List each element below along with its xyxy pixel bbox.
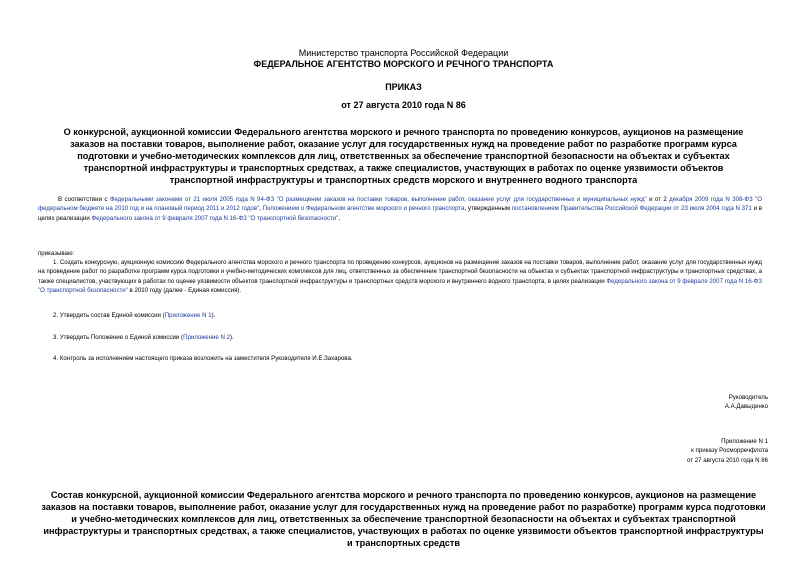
item-1-text: 1. Создать конкурсную, аукционную комиссию Федерального агентства морского и речного транспорта по проведению конкурсов, аукционов на размещение заказов на поставки товаров, выполнение работ, оказание услуг для государственных нужд на проведение работ по разработке программ курса подготовки и учебно-методических комплексов для лиц, ответственных за обеспечение транспортной безопасности на объектах и субъектах транспортной инфраструктуры и транспортных средствах, а также специалистов, участвующих в работах по оценке уязвимости объектов транспортной инфраструктуры и транспортных средств морского и внутреннего водного транспорта, в целях реализации xyxy=(38,259,762,285)
order-item-4: 4. Контроль за исполнением настоящего приказа возложить на заместителя Руководителя И.Е.Захарова. xyxy=(53,355,353,362)
preamble-text: , xyxy=(338,214,341,222)
appendix-reference xyxy=(560,437,768,465)
appendix-order-ref: к приказу Росморречфлота xyxy=(691,447,768,455)
document-title: О конкурсной, аукционной комиссии Федерального агентства морского и речного транспорта по проведению конкурсов, аукционов на размещение заказов на поставки товаров, выполнение работ, оказание услуг для государственных нужд на проведение работ по разработке программ курса подготовки и учебно-методических комплексов для лиц, ответственных за обеспечение транспортной безопасности на объектах и субъектах транспортной инфраструктуры и транспортных средствах, а также специалистов, участвующих в работах по оценке уязвимости объектов транспортной инфраструктуры и транспортных средств морского и внутреннего водного транспорта xyxy=(63,127,744,185)
order-item-3 xyxy=(53,333,762,342)
signatory-position: Руководитель xyxy=(728,394,768,401)
signature-block xyxy=(560,393,768,412)
document-header xyxy=(100,48,707,70)
item-2-tail: ). xyxy=(211,312,216,319)
item-3-tail: ). xyxy=(229,334,234,341)
item-3-text: 3. Утвердить Положение о Единой комиссии ( xyxy=(53,334,184,341)
preamble-paragraph xyxy=(38,195,762,223)
item-1-tail: в 2010 году (далее - Единая комиссия). xyxy=(127,287,242,295)
order-item-2 xyxy=(53,311,762,320)
order-item-1 xyxy=(38,258,762,296)
appendix-1-link[interactable]: Приложение N 1 xyxy=(164,312,212,319)
doc-type: ПРИКАЗ xyxy=(385,82,422,92)
agency-regulation-link[interactable]: Положением о Федеральном агентстве морского и речного транспорта xyxy=(262,205,465,213)
law-16-fz-link[interactable]: Федерального закона от 9 февраля 2007 года N 16-ФЗ "О транспортной безопасности" xyxy=(38,277,762,295)
appendix-date: от 27 августа 2010 года N 86 xyxy=(687,456,768,464)
agency-name: ФЕДЕРАЛЬНОЕ АГЕНТСТВО МОРСКОГО И РЕЧНОГО ТРАНСПОРТА xyxy=(253,59,554,69)
law-94-fz-link[interactable]: Федеральными законами от 21 июля 2005 года N 94-ФЗ "О размещении заказов на поставки товаров, выполнение работ, оказание услуг для государственных и муниципальных нужд" xyxy=(109,196,647,203)
government-resolution-link[interactable]: постановлением Правительства Российской Федерации от 23 июля 2004 года N 371 xyxy=(511,205,752,213)
order-word: приказываю: xyxy=(38,250,75,257)
preamble-text: и от 2 xyxy=(646,196,670,203)
ministry-name: Министерство транспорта Российской Федерации xyxy=(298,48,509,58)
preamble-text: и в целях реализации xyxy=(38,205,763,222)
preamble-text: В соответствии с xyxy=(58,196,110,203)
doc-date: от 27 августа 2010 года N 86 xyxy=(341,100,466,110)
law-308-fz-link[interactable]: декабря 2009 года N 308-ФЗ "О федеральном бюджете на 2010 год и на плановый период 2011 и 2012 годов" xyxy=(38,196,763,213)
appendix-label: Приложение N 1 xyxy=(721,438,768,445)
preamble-text: , утвержденным xyxy=(464,205,512,213)
appendix-2-link[interactable]: Приложение N 2 xyxy=(183,334,230,341)
appendix-title: Состав конкурсной, аукционной комиссии Федерального агентства морского и речного транспорта по проведению конкурсов, аукционов на размещение заказов на поставки товаров, выполнение работ, оказание услуг для государственных нужд на проведение работ по разработке) программ курса подготовки и учебно-методических комплексов для лиц, ответственных за обеспечение транспортной безопасности на объектах и субъектах транспортной инфраструктуры и транспортных средствах, а также специалистов, участвующих в работах по оценке уязвимости объектов транспортной инфраструктуры и транспортных средств xyxy=(41,490,766,548)
item-2-text: 2. Утвердить состав Единой комиссии ( xyxy=(53,312,165,319)
preamble-text: , xyxy=(259,205,263,213)
signatory-name: А.А.Давыденко xyxy=(724,403,768,411)
law-16-fz-link[interactable]: Федерального закона от 9 февраля 2007 года N 16-ФЗ "О транспортной безопасности" xyxy=(91,214,339,222)
